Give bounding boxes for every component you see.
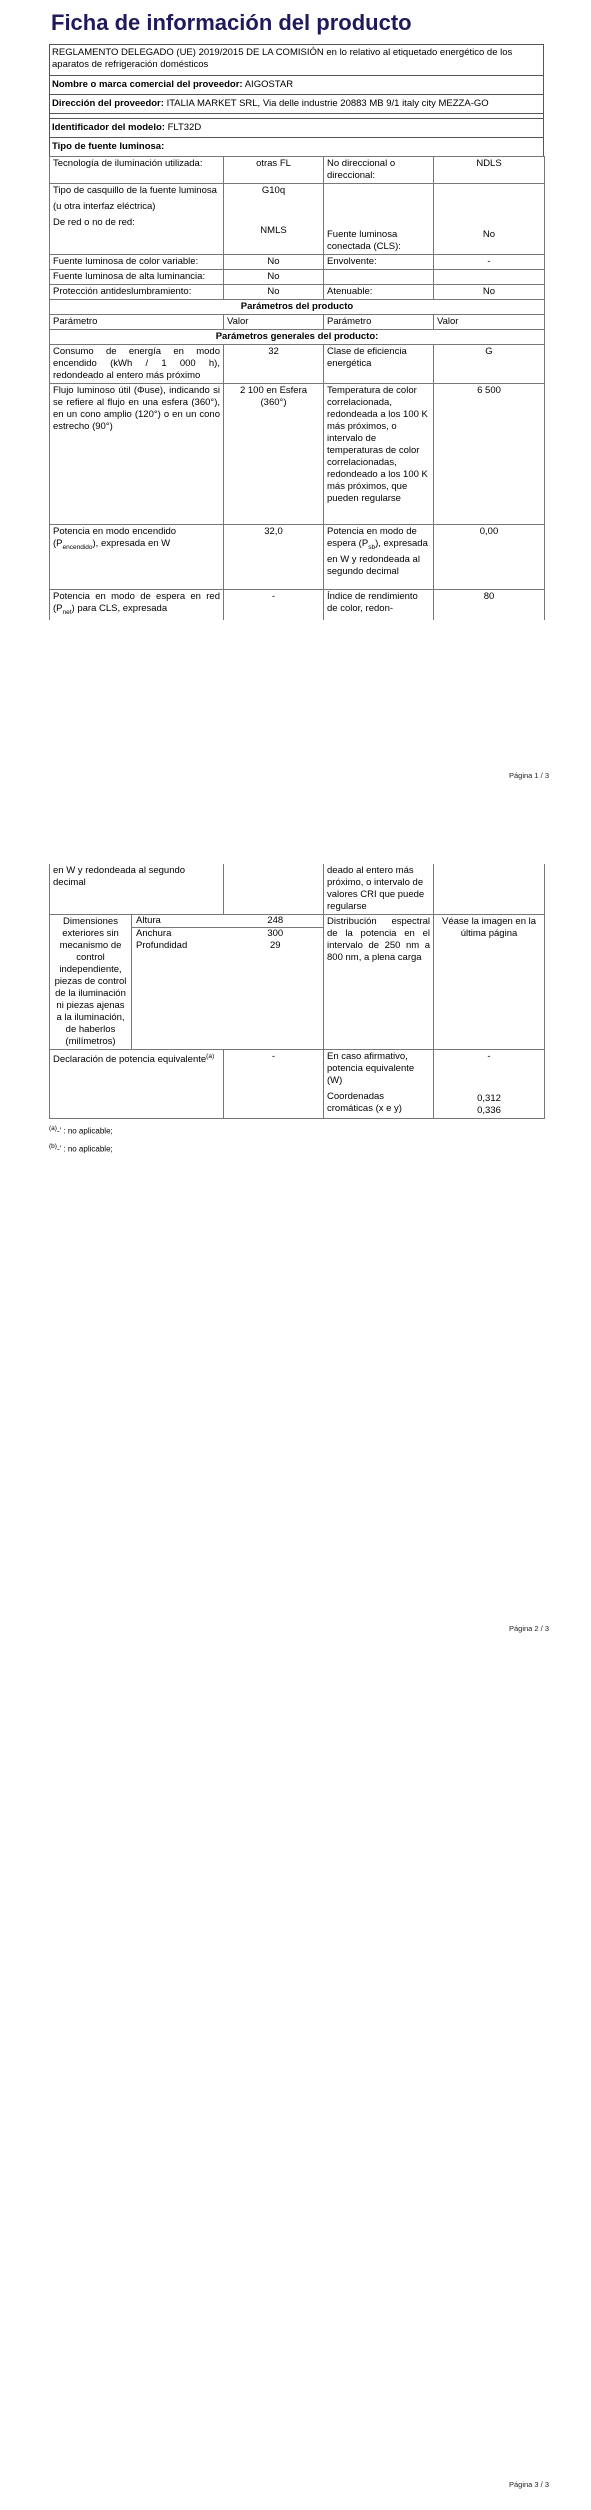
pnet-label: Potencia en modo de espera en red $(P_{net})$ para CLS, expresada [50,590,224,620]
spd-label: Distribución espectral de la potencia en el intervalo de 250 nm a 800 nm, a plena carga [324,915,434,1050]
regulation-text: REGLAMENTO DELEGADO (UE) 2019/2015 DE LA COMISIÓN en lo relativo al etiquetado energético de los aparatos de refrigeración domésticos [50,45,543,76]
spd-value: Véase la imagen en la última página [434,915,545,1050]
dir-value: NDLS [434,157,545,184]
coord-x: 0,312 [477,1093,501,1104]
coord-y: 0,336 [477,1105,501,1116]
tech-label: Tecnología de iluminación utilizada: [50,157,224,184]
page-title: Ficha de información del producto [51,10,412,35]
dim-row-height: Altura 248 [132,915,323,928]
equiv2-value: - 0,312 0,336 [434,1050,545,1119]
pon-value: 32,0 [224,525,324,590]
tech-value: otras FL [224,157,324,184]
psb-value: 0,00 [434,525,545,590]
cri-label-cont: deado al entero más próximo, o intervalo de valores CRI que puede regularse [324,864,434,915]
footnote-a: $^{(a)}$-' : no aplicable; [49,1125,113,1136]
dims-cell [132,915,324,1050]
equiv-label: Declaración de potencia equivalente$^{(a)}$ [50,1050,224,1119]
address-label: Dirección del proveedor: [52,98,164,109]
glare-value: No [224,285,324,300]
params-table-continued [49,864,545,1119]
product-sheet [49,10,544,620]
color-label: Fuente luminosa de color variable: [50,255,224,270]
model-value: FLT32D [167,122,202,133]
class-value: G [434,345,545,384]
page-1 [0,0,591,800]
footnote-b: $^{(b)}$-' : no aplicable; [49,1142,113,1154]
col-param-2: Parámetro [324,315,434,330]
supplier-row [50,76,543,95]
cap-label: Tipo de casquillo de la fuente luminosa (u otra interfaz eléctrica) De red o no de red: [50,184,224,255]
cct-value: 6 500 [434,384,545,525]
psb-label: Potencia en modo de espera $(P_{sb})$, expresada en W y redondeada al segundo decimal [324,525,434,590]
col-value-1: Valor [224,315,324,330]
dim-row-depth: Profundidad 29 [136,940,281,951]
cls-label: Fuente luminosa conectada (CLS): [324,184,434,255]
address-value: ITALIA MARKET SRL, Via delle industrie 20883 MB 9/1 italy city MEZZA-GO [166,98,489,109]
high-value: No [224,270,324,285]
cri-value: 80 [434,590,545,620]
dir-label: No direccional o direccional: [324,157,434,184]
pnet-value: - [224,590,324,620]
env-label: Envolvente: [324,255,434,270]
energy-value: 32 [224,345,324,384]
params-header: Parámetros del producto [50,300,545,315]
page-number-3: Página 3 / 3 [508,2480,549,2489]
dims-table [132,915,323,952]
env-value: - [434,255,545,270]
supplier-value: AIGOSTAR [244,79,294,90]
model-row [50,119,543,138]
color-value: No [224,255,324,270]
address-row [50,95,543,114]
class-label: Clase de eficiencia energética [324,345,434,384]
supplier-label: Nombre o marca comercial del proveedor: [52,79,243,90]
col-param-1: Parámetro [50,315,224,330]
col-value-2: Valor [434,315,545,330]
dim-row-width: Anchura 300 [136,928,284,939]
glare-label: Protección antideslumbramiento: [50,285,224,300]
dims-label: Dimensiones exteriores sin mecanismo de control independiente, piezas de control de la iluminación ni piezas ajenas a la iluminación, de haberlos (milímetros) [50,915,132,1050]
type-table [49,156,545,620]
general-header: Parámetros generales del producto: [50,330,545,345]
equiv2-label: En caso afirmativo, potencia equivalente (W) Coordenadas cromáticas (x e y) [324,1050,434,1119]
high-label: Fuente luminosa de alta luminancia: [50,270,224,285]
product-sheet-continued [49,864,544,1156]
dim-value: No [434,285,545,300]
flux-value: 2 100 en Esfera (360°) [224,384,324,525]
pnet-label-cont: en W y redondeada al segundo decimal [50,864,224,915]
page-number-2: Página 2 / 3 [508,1624,549,1633]
page-2 [0,818,591,1658]
cri-label: Índice de rendimiento de color, redon- [324,590,434,620]
flux-label: Flujo luminoso útil (Φuse), indicando si se refiere al flujo en una esfera (360°), en un cono amplio (120°) o en un cono estrecho (90°) [50,384,224,525]
dim-label: Atenuable: [324,285,434,300]
cls-value: No [434,184,545,255]
energy-label: Consumo de energía en modo encendido (kWh / 1 000 h), redondeado al entero más próximo [50,345,224,384]
equiv-value: - [224,1050,324,1119]
cap-value: G10q NMLS [224,184,324,255]
footnotes [49,1121,544,1156]
model-label: Identificador del modelo: [52,122,165,133]
page-3 [0,1660,591,2510]
light-source-type: Tipo de fuente luminosa: [52,141,165,152]
pon-label: Potencia en modo encendido $(P_{encendido})$, expresada en W [50,525,224,590]
cct-label: Temperatura de color correlacionada, redondeada a los 100 K más próximos, o intervalo de temperaturas de color correlacionadas, redondeado a los 100 K más próximos, que pueden regularse [324,384,434,525]
page-number-1: Página 1 / 3 [508,771,549,780]
